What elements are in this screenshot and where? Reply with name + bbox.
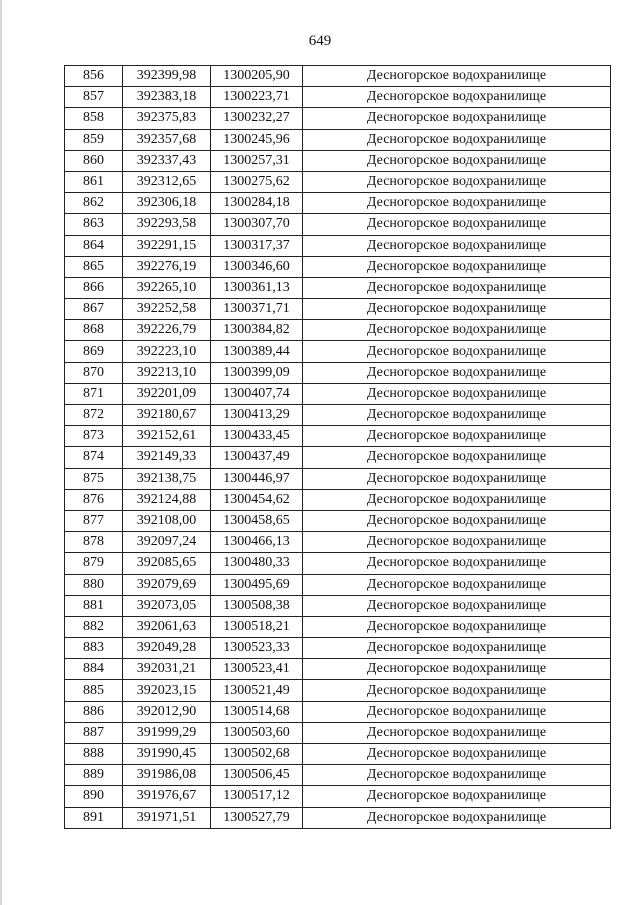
table-row <box>65 193 611 214</box>
y-coordinate-cell: 1300361,13 <box>211 277 303 298</box>
point-number-cell: 874 <box>65 447 123 468</box>
table-row <box>65 383 611 404</box>
table-row <box>65 532 611 553</box>
point-number-cell: 861 <box>65 171 123 192</box>
y-coordinate-cell: 1300514,68 <box>211 701 303 722</box>
object-name-cell: Десногорское водохранилище <box>303 108 611 129</box>
x-coordinate-cell: 392337,43 <box>123 150 211 171</box>
point-number-cell: 868 <box>65 320 123 341</box>
scan-edge <box>0 0 2 905</box>
x-coordinate-cell: 392138,75 <box>123 468 211 489</box>
object-name-cell: Десногорское водохранилище <box>303 235 611 256</box>
y-coordinate-cell: 1300503,60 <box>211 722 303 743</box>
y-coordinate-cell: 1300437,49 <box>211 447 303 468</box>
x-coordinate-cell: 392097,24 <box>123 532 211 553</box>
x-coordinate-cell: 392252,58 <box>123 299 211 320</box>
object-name-cell: Десногорское водохранилище <box>303 468 611 489</box>
y-coordinate-cell: 1300523,33 <box>211 638 303 659</box>
point-number-cell: 864 <box>65 235 123 256</box>
x-coordinate-cell: 391990,45 <box>123 744 211 765</box>
table-row <box>65 129 611 150</box>
object-name-cell: Десногорское водохранилище <box>303 510 611 531</box>
table-row <box>65 489 611 510</box>
object-name-cell: Десногорское водохранилище <box>303 320 611 341</box>
x-coordinate-cell: 392226,79 <box>123 320 211 341</box>
object-name-cell: Десногорское водохранилище <box>303 193 611 214</box>
object-name-cell: Десногорское водохранилище <box>303 616 611 637</box>
object-name-cell: Десногорское водохранилище <box>303 574 611 595</box>
y-coordinate-cell: 1300257,31 <box>211 150 303 171</box>
y-coordinate-cell: 1300527,79 <box>211 807 303 828</box>
y-coordinate-cell: 1300205,90 <box>211 66 303 87</box>
y-coordinate-cell: 1300433,45 <box>211 426 303 447</box>
table-row <box>65 299 611 320</box>
x-coordinate-cell: 392201,09 <box>123 383 211 404</box>
object-name-cell: Десногорское водохранилище <box>303 214 611 235</box>
table-row <box>65 765 611 786</box>
object-name-cell: Десногорское водохранилище <box>303 595 611 616</box>
y-coordinate-cell: 1300346,60 <box>211 256 303 277</box>
y-coordinate-cell: 1300480,33 <box>211 553 303 574</box>
y-coordinate-cell: 1300407,74 <box>211 383 303 404</box>
object-name-cell: Десногорское водохранилище <box>303 87 611 108</box>
y-coordinate-cell: 1300517,12 <box>211 786 303 807</box>
x-coordinate-cell: 392079,69 <box>123 574 211 595</box>
table-row <box>65 66 611 87</box>
point-number-cell: 887 <box>65 722 123 743</box>
y-coordinate-cell: 1300508,38 <box>211 595 303 616</box>
y-coordinate-cell: 1300384,82 <box>211 320 303 341</box>
table-row <box>65 150 611 171</box>
x-coordinate-cell: 392012,90 <box>123 701 211 722</box>
y-coordinate-cell: 1300521,49 <box>211 680 303 701</box>
table-row <box>65 277 611 298</box>
y-coordinate-cell: 1300446,97 <box>211 468 303 489</box>
y-coordinate-cell: 1300389,44 <box>211 341 303 362</box>
y-coordinate-cell: 1300495,69 <box>211 574 303 595</box>
y-coordinate-cell: 1300506,45 <box>211 765 303 786</box>
table-row <box>65 807 611 828</box>
object-name-cell: Десногорское водохранилище <box>303 722 611 743</box>
object-name-cell: Десногорское водохранилище <box>303 277 611 298</box>
y-coordinate-cell: 1300232,27 <box>211 108 303 129</box>
point-number-cell: 888 <box>65 744 123 765</box>
table-row <box>65 214 611 235</box>
point-number-cell: 866 <box>65 277 123 298</box>
object-name-cell: Десногорское водохранилище <box>303 701 611 722</box>
table-row <box>65 405 611 426</box>
x-coordinate-cell: 392312,65 <box>123 171 211 192</box>
object-name-cell: Десногорское водохранилище <box>303 171 611 192</box>
point-number-cell: 883 <box>65 638 123 659</box>
table-row <box>65 108 611 129</box>
point-number-cell: 877 <box>65 510 123 531</box>
point-number-cell: 857 <box>65 87 123 108</box>
x-coordinate-cell: 392291,15 <box>123 235 211 256</box>
x-coordinate-cell: 392213,10 <box>123 362 211 383</box>
table-row <box>65 786 611 807</box>
table-row <box>65 341 611 362</box>
y-coordinate-cell: 1300399,09 <box>211 362 303 383</box>
point-number-cell: 878 <box>65 532 123 553</box>
point-number-cell: 871 <box>65 383 123 404</box>
point-number-cell: 856 <box>65 66 123 87</box>
table-row <box>65 701 611 722</box>
object-name-cell: Десногорское водохранилище <box>303 150 611 171</box>
x-coordinate-cell: 391999,29 <box>123 722 211 743</box>
x-coordinate-cell: 392023,15 <box>123 680 211 701</box>
point-number-cell: 858 <box>65 108 123 129</box>
x-coordinate-cell: 392049,28 <box>123 638 211 659</box>
table-row <box>65 638 611 659</box>
y-coordinate-cell: 1300523,41 <box>211 659 303 680</box>
x-coordinate-cell: 392375,83 <box>123 108 211 129</box>
point-number-cell: 879 <box>65 553 123 574</box>
y-coordinate-cell: 1300307,70 <box>211 214 303 235</box>
object-name-cell: Десногорское водохранилище <box>303 66 611 87</box>
point-number-cell: 869 <box>65 341 123 362</box>
point-number-cell: 891 <box>65 807 123 828</box>
object-name-cell: Десногорское водохранилище <box>303 341 611 362</box>
point-number-cell: 862 <box>65 193 123 214</box>
y-coordinate-cell: 1300502,68 <box>211 744 303 765</box>
point-number-cell: 873 <box>65 426 123 447</box>
point-number-cell: 865 <box>65 256 123 277</box>
object-name-cell: Десногорское водохранилище <box>303 447 611 468</box>
x-coordinate-cell: 391971,51 <box>123 807 211 828</box>
x-coordinate-cell: 392383,18 <box>123 87 211 108</box>
x-coordinate-cell: 392293,58 <box>123 214 211 235</box>
y-coordinate-cell: 1300317,37 <box>211 235 303 256</box>
y-coordinate-cell: 1300245,96 <box>211 129 303 150</box>
table-row <box>65 468 611 489</box>
x-coordinate-cell: 392223,10 <box>123 341 211 362</box>
object-name-cell: Десногорское водохранилище <box>303 426 611 447</box>
x-coordinate-cell: 392399,98 <box>123 66 211 87</box>
table-row <box>65 510 611 531</box>
object-name-cell: Десногорское водохранилище <box>303 744 611 765</box>
point-number-cell: 870 <box>65 362 123 383</box>
object-name-cell: Десногорское водохранилище <box>303 786 611 807</box>
table-row <box>65 447 611 468</box>
x-coordinate-cell: 391976,67 <box>123 786 211 807</box>
x-coordinate-cell: 392149,33 <box>123 447 211 468</box>
table-row <box>65 659 611 680</box>
point-number-cell: 885 <box>65 680 123 701</box>
object-name-cell: Десногорское водохранилище <box>303 129 611 150</box>
object-name-cell: Десногорское водохранилище <box>303 256 611 277</box>
x-coordinate-cell: 392108,00 <box>123 510 211 531</box>
x-coordinate-cell: 392152,61 <box>123 426 211 447</box>
y-coordinate-cell: 1300413,29 <box>211 405 303 426</box>
point-number-cell: 860 <box>65 150 123 171</box>
object-name-cell: Десногорское водохранилище <box>303 680 611 701</box>
table-row <box>65 426 611 447</box>
point-number-cell: 875 <box>65 468 123 489</box>
table-row <box>65 256 611 277</box>
table-row <box>65 320 611 341</box>
y-coordinate-cell: 1300458,65 <box>211 510 303 531</box>
point-number-cell: 884 <box>65 659 123 680</box>
x-coordinate-cell: 392085,65 <box>123 553 211 574</box>
object-name-cell: Десногорское водохранилище <box>303 807 611 828</box>
point-number-cell: 882 <box>65 616 123 637</box>
point-number-cell: 876 <box>65 489 123 510</box>
x-coordinate-cell: 392357,68 <box>123 129 211 150</box>
object-name-cell: Десногорское водохранилище <box>303 553 611 574</box>
x-coordinate-cell: 392265,10 <box>123 277 211 298</box>
table-row <box>65 235 611 256</box>
point-number-cell: 890 <box>65 786 123 807</box>
y-coordinate-cell: 1300466,13 <box>211 532 303 553</box>
x-coordinate-cell: 392180,67 <box>123 405 211 426</box>
point-number-cell: 863 <box>65 214 123 235</box>
table-row <box>65 362 611 383</box>
x-coordinate-cell: 391986,08 <box>123 765 211 786</box>
object-name-cell: Десногорское водохранилище <box>303 532 611 553</box>
table-row <box>65 87 611 108</box>
object-name-cell: Десногорское водохранилище <box>303 765 611 786</box>
object-name-cell: Десногорское водохранилище <box>303 405 611 426</box>
point-number-cell: 872 <box>65 405 123 426</box>
x-coordinate-cell: 392031,21 <box>123 659 211 680</box>
x-coordinate-cell: 392306,18 <box>123 193 211 214</box>
object-name-cell: Десногорское водохранилище <box>303 383 611 404</box>
object-name-cell: Десногорское водохранилище <box>303 299 611 320</box>
point-number-cell: 886 <box>65 701 123 722</box>
point-number-cell: 859 <box>65 129 123 150</box>
table-row <box>65 553 611 574</box>
y-coordinate-cell: 1300454,62 <box>211 489 303 510</box>
x-coordinate-cell: 392073,05 <box>123 595 211 616</box>
y-coordinate-cell: 1300371,71 <box>211 299 303 320</box>
point-number-cell: 867 <box>65 299 123 320</box>
table-row <box>65 722 611 743</box>
y-coordinate-cell: 1300275,62 <box>211 171 303 192</box>
object-name-cell: Десногорское водохранилище <box>303 659 611 680</box>
y-coordinate-cell: 1300518,21 <box>211 616 303 637</box>
x-coordinate-cell: 392276,19 <box>123 256 211 277</box>
y-coordinate-cell: 1300223,71 <box>211 87 303 108</box>
y-coordinate-cell: 1300284,18 <box>211 193 303 214</box>
page-number: 649 <box>308 33 332 49</box>
x-coordinate-cell: 392061,63 <box>123 616 211 637</box>
object-name-cell: Десногорское водохранилище <box>303 362 611 383</box>
table-row <box>65 680 611 701</box>
x-coordinate-cell: 392124,88 <box>123 489 211 510</box>
table-row <box>65 574 611 595</box>
point-number-cell: 889 <box>65 765 123 786</box>
object-name-cell: Десногорское водохранилище <box>303 489 611 510</box>
point-number-cell: 880 <box>65 574 123 595</box>
table-row <box>65 616 611 637</box>
table-row <box>65 171 611 192</box>
table-row <box>65 595 611 616</box>
point-number-cell: 881 <box>65 595 123 616</box>
coordinates-table <box>64 65 611 829</box>
coordinates-table-body <box>65 66 611 829</box>
object-name-cell: Десногорское водохранилище <box>303 638 611 659</box>
table-row <box>65 744 611 765</box>
